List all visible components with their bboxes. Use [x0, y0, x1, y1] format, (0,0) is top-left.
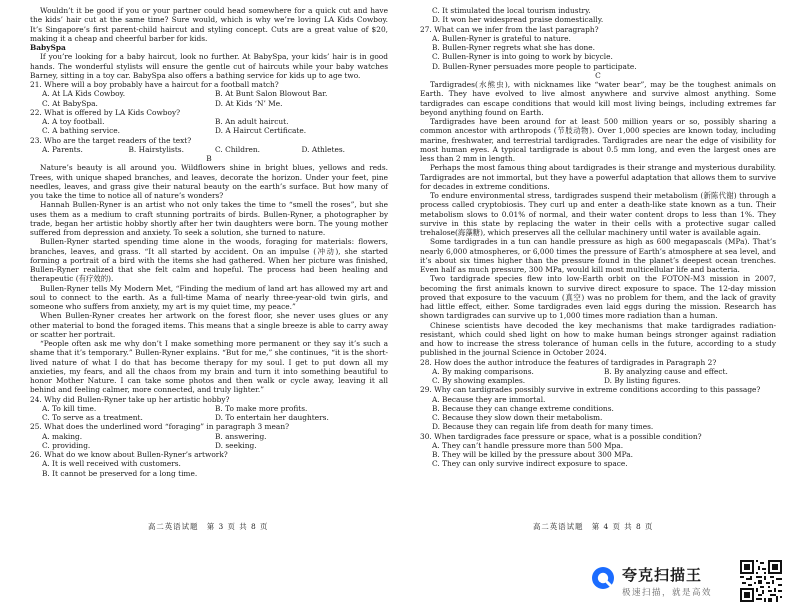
passage-b-para-3: Bullen-Ryner started spending time alone in the woods, foraging for materials: flowers, branches, leaves, and grass. “It all started by accident. On an impulse (冲动), she started forming a portrait of a bird with the items she had gathered. When her picture was finished, Bullen-Ryner realized that she felt calm and hopeful. The process had been healing and therapeutic (有疗效的). — [30, 237, 388, 284]
qr-code-icon — [740, 560, 782, 602]
q22-option-b: B. An adult haircut. — [215, 117, 289, 126]
passage-c-para-1: Tardigrades(水熊虫), with nicknames like “water bear”, may be the toughest animals on Earth. They have evolved to live almost anywhere and survive almost anything. Some tardigrades can escape conditions that would kill most living beings, including extremes far beyond anything found on Earth. — [420, 80, 776, 117]
q28-options-row1 — [432, 367, 776, 376]
q28-option-b: B. By analyzing cause and effect. — [604, 366, 728, 376]
q26-option-a: A. It is well received with customers. — [42, 459, 181, 469]
q25-option-c: C. providing. — [42, 440, 91, 450]
q21-options-row2 — [42, 99, 388, 108]
q22-option-d: D. A Haircut Certificate. — [215, 126, 307, 136]
q22-option-a: A. A toy football. — [42, 117, 105, 126]
q27-option-a: A. Bullen-Ryner is grateful to nature. — [432, 33, 571, 43]
q26-option-d: D. It won her widespread praise domestically. — [432, 15, 604, 25]
passage-c-para-3: Perhaps the most famous thing about tardigrades is their strange and mysterious durability. Tardigrades are not immortal, but they have a powerful adaptation that allows them to survive for decades in extreme conditions. — [420, 163, 776, 191]
passage-a-para-1: Wouldn’t it be good if you or your partner could head somewhere for a quick cut and have the kids’ hair cut at the same time? Sure would, which is why we’re loving LA Kids Cowboy. It’s Singapore’s first parent-child haircut and styling concept. Cuts are a great value of $20, making it a cheap and cheerful barber for kids. — [30, 6, 388, 43]
q30-option-c: C. They can only survive indirect exposure to space. — [432, 459, 628, 469]
q24-options-row1 — [42, 404, 388, 413]
q25-option-d: D. seeking. — [215, 440, 257, 450]
q23-option-b: B. Hairstylists. — [128, 144, 184, 154]
q23-option-a: A. Parents. — [42, 144, 83, 154]
question-25: 25. What does the underlined word “foraging” in paragraph 3 mean? — [30, 422, 290, 432]
passage-b-para-2: Hannah Bullen-Ryner is an artist who not only takes the time to “smell the roses”, but she uses them as a medium to craft stunning portraits of birds. Bullen-Ryner, a photographer by trade, began her artistic hobby shortly after her twin daughters were born. The young mother suffered from depression and anxiety. To seek a solution, she turned to nature. — [30, 200, 388, 237]
question-21: 21. Where will a boy probably have a haircut for a football match? — [30, 80, 279, 89]
passage-a-para-2: If you’re looking for a baby haircut, look no further. At BabySpa, your kids’ hair is in good hands. The wonderful stylists will ensure the gentle cut of haircuts while your baby watches Barney, sitting in a toy car. BabySpa also offers a bathing service for kids up to age two. — [30, 52, 388, 80]
babyspa-heading: BabySpa — [30, 43, 66, 52]
right-column — [420, 6, 776, 469]
question-24: 24. Why did Bullen-Ryner take up her artistic hobby? — [30, 394, 230, 404]
left-column — [30, 6, 388, 478]
q28-option-d: D. By listing figures. — [604, 376, 681, 385]
q21-options-row1 — [42, 89, 388, 98]
q25-options-row1 — [42, 432, 388, 441]
section-b-heading: B — [206, 154, 212, 163]
question-27: 27. What can we infer from the last paragraph? — [420, 24, 599, 34]
q26-option-b: B. It cannot be preserved for a long time. — [42, 468, 198, 478]
passage-c-para-4: To endure environmental stress, tardigrades suspend their metabolism (新陈代谢) through a process called cryptobiosis. They curl up and enter a death-like state known as a tun. Their metabolism slows to 0.01% of normal, and their water content drops to less than 1%. They survive in this state by replacing the water in their cells with a protective sugar called trehalose(海藻糖), which preserves all the cellular machinery until water is available again. — [420, 191, 776, 237]
q24-option-d: D. To entertain her daughters. — [215, 413, 329, 422]
q29-option-b: B. Because they can change extreme conditions. — [432, 403, 614, 413]
passage-b-para-4: Bullen-Ryner tells My Modern Met, “Finding the medium of land art has allowed my art and soul to connect to the earth. As a full-time Mama of nearly three-year-old twin girls, and someone who suffers from anxiety, my art is my quiet time, my peace.” — [30, 283, 388, 311]
passage-c-para-2: Tardigrades have been around for at least 500 million years or so, possibly sharing a common ancestor with arthropods (节肢动物). Over 1,000 species are known today, including marine, freshwater, and terrestrial tardigrades. Tardigrades are near the edge of visibility for most human eyes. A typical tardigrade is about 0.5 mm long, and even the largest ones are less than 2 mm in length. — [420, 117, 776, 163]
q24-options-row2 — [42, 413, 388, 422]
question-28: 28. How does the author introduce the features of tardigrades in Paragraph 2? — [420, 357, 717, 367]
question-30: 30. When tardigrades face pressure or space, what is a possible condition? — [420, 431, 702, 441]
question-26: 26. What do we know about Bullen-Ryner’s artwork? — [30, 450, 228, 459]
q22-options-row1 — [42, 117, 388, 126]
q25-options-row2 — [42, 441, 388, 450]
q25-option-b: B. answering. — [215, 431, 267, 441]
section-c-heading: C — [595, 70, 601, 80]
q27-option-c: C. Bullen-Ryner is into going to work by bicycle. — [432, 52, 613, 62]
q24-option-c: C. To serve as a treatment. — [42, 413, 143, 422]
passage-c-para-6: Two tardigrade species flew into low-Earth orbit on the FOTON-M3 mission in 2007, becoming the first animals known to survive direct exposure to space. The 12-day mission proved that exposure to the vacuum (真空) was no problem for them, and the lack of gravity had little effect, either. Some tardigrades even laid eggs during the mission. Research has shown tardigrades can survive up to 1,000 times more radiation than a human. — [420, 274, 776, 321]
q21-option-a: A. At LA Kids Cowboy. — [42, 89, 126, 99]
q23-option-c: C. Children. — [215, 144, 260, 154]
q24-option-a: A. To kill time. — [42, 403, 97, 413]
watermark-slogan: 极速扫描，就是高效 — [622, 588, 713, 598]
q27-option-b: B. Bullen-Ryner regrets what she has done. — [432, 43, 596, 52]
scanner-watermark — [582, 558, 788, 604]
q27-option-d: D. Bullen-Ryner persuades more people to participate. — [432, 61, 637, 71]
q24-option-b: B. To make more profits. — [215, 403, 308, 413]
q29-option-d: D. Because they can regain life from death for many times. — [432, 422, 654, 432]
passage-b-para-5: When Bullen-Ryner creates her artwork on the forest floor, she never uses glues or any other material to bond the foraged items. This means that a single breeze is able to carry away or scatter her portrait. — [30, 311, 388, 339]
q22-option-c: C. A bathing service. — [42, 126, 120, 136]
passage-c-para-5: Some tardigrades in a tun can handle pressure as high as 600 megapascals (MPa). That’s nearly 6,000 atmospheres, or 6,000 times the pressure of Earth’s atmosphere at sea level, and it’s about six times higher than the pressure found in the planet’s deepest ocean trenches. Even half as much pressure, 300 MPa, would kill most multicellular life and bacteria. — [420, 237, 776, 274]
question-29: 29. Why can tardigrades possibly survive in extreme conditions according to this passage? — [420, 385, 761, 395]
passage-b-para-6: “People often ask me why don’t I make something more permanent or they say it’s such a shame that it’s temporary.” Bullen-Ryner explains. “But for me,” she continues, “it is the short-lived nature of what I do that has become therapy for my soul. I get to put down all my anxieties, my fears, and all the chaos from my brain and turn it into something beautiful to honor Mother Nature. I can take some photos and then walk or cycle away, leaving it all behind and feeling calmer, more connected, and truly lighter.” — [30, 339, 388, 395]
q29-option-c: C. Because they slow down their metabolism. — [432, 413, 603, 422]
passage-c-para-7: Chinese scientists have decoded the key mechanisms that make tardigrades radiation-resistant, which could shed light on how to make human beings stronger against radiation and how to increase the stress tolerance of human cells in the future, according to a study published in the journal Science in October 2024. — [420, 320, 776, 358]
quark-logo-icon — [590, 565, 616, 591]
q25-option-a: A. making. — [42, 431, 83, 441]
q28-option-a: A. By making comparisons. — [432, 366, 534, 376]
q30-option-a: A. They can’t handle pressure more than 500 Mpa. — [432, 440, 624, 450]
q26-option-c: C. It stimulated the local tourism industry. — [432, 6, 591, 15]
q23-option-d: D. Athletes. — [301, 144, 346, 154]
page-footer-left: 高二英语试题 第 3 页 共 8 页 — [148, 522, 269, 531]
passage-b-para-1: Nature’s beauty is all around you. Wildflowers shine in bright blues, yellows and reds. Trees, with unique shaped branches, and leaves, decorate the horizon. Under your feet, pine needles, leaves, and grass give their natural beauty on the earth’s surface. But how many of you take the time to notice all of nature’s wonders? — [30, 163, 388, 200]
q21-option-c: C. At BabySpa. — [42, 98, 98, 108]
watermark-app-name: 夸克扫描王 — [622, 566, 703, 584]
page-footer-right: 高二英语试题 第 4 页 共 8 页 — [533, 522, 654, 531]
q29-option-a: A. Because they are immortal. — [432, 394, 546, 404]
q30-option-b: B. They will be killed by the pressure about 300 MPa. — [432, 450, 633, 459]
question-22: 22. What is offered by LA Kids Cowboy? — [30, 107, 181, 117]
q28-option-c: C. By showing examples. — [432, 376, 526, 385]
q22-options-row2 — [42, 126, 388, 135]
question-23: 23. Who are the target readers of the text? — [30, 135, 192, 145]
q21-option-d: D. At Kids ‘N’ Me. — [215, 98, 283, 108]
q21-option-b: B. At Bunt Salon Blowout Bar. — [215, 89, 328, 99]
q23-options — [42, 145, 388, 154]
q28-options-row2 — [432, 376, 776, 385]
